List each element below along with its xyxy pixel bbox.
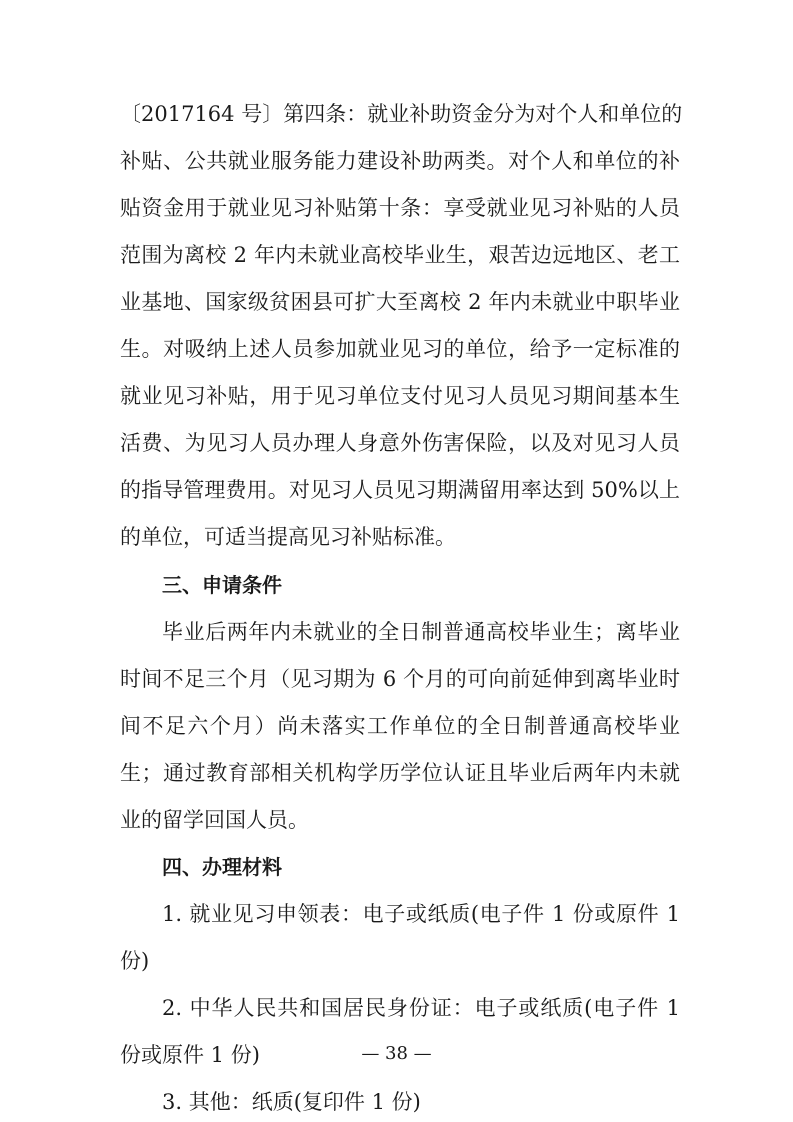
paragraph-line: 就业见习补贴，用于见习单位支付见习人员见习期间基本生 [120, 384, 680, 408]
list-item-line: 3. 其他：纸质(复印件 1 份) [162, 1090, 421, 1114]
paragraph-line: 补贴、公共就业服务能力建设补助两类。对个人和单位的补 [120, 149, 680, 173]
paragraph-line: 贴资金用于就业见习补贴第十条：享受就业见习补贴的人员 [120, 196, 680, 220]
list-item-line: 份或原件 1 份) [120, 1043, 260, 1067]
section-heading-materials: 四、办理材料 [162, 855, 282, 879]
paragraph-line: 的指导管理费用。对见习人员见习期满留用率达到 50%以上 [120, 478, 680, 502]
page-number: — 38 — [361, 1043, 432, 1064]
list-item-line: 份) [120, 949, 150, 973]
paragraph-line: 毕业后两年内未就业的全日制普通高校毕业生；离毕业 [162, 620, 680, 644]
paragraph-line: 时间不足三个月（见习期为 6 个月的可向前延伸到离毕业时 [120, 667, 680, 691]
list-item-line: 1. 就业见习申领表：电子或纸质(电子件 1 份或原件 1 [162, 902, 680, 926]
paragraph-line: 生。对吸纳上述人员参加就业见习的单位，给予一定标准的 [120, 337, 680, 361]
paragraph-line: 业的留学回国人员。 [120, 808, 309, 832]
paragraph-line: 生；通过教育部相关机构学历学位认证且毕业后两年内未就 [120, 761, 680, 785]
paragraph-line: 〔2017164 号〕第四条：就业补助资金分为对个人和单位的 [120, 102, 683, 126]
paragraph-line: 范围为离校 2 年内未就业高校毕业生，艰苦边远地区、老工 [120, 243, 680, 267]
paragraph-line: 活费、为见习人员办理人身意外伤害保险，以及对见习人员 [120, 431, 680, 455]
paragraph-line: 的单位，可适当提高见习补贴标准。 [120, 525, 456, 549]
list-item-line: 2. 中华人民共和国居民身份证：电子或纸质(电子件 1 [162, 996, 680, 1020]
section-heading-application-conditions: 三、申请条件 [162, 573, 282, 597]
paragraph-line: 间不足六个月）尚未落实工作单位的全日制普通高校毕业 [120, 714, 680, 738]
paragraph-line: 业基地、国家级贫困县可扩大至离校 2 年内未就业中职毕业 [120, 290, 680, 314]
